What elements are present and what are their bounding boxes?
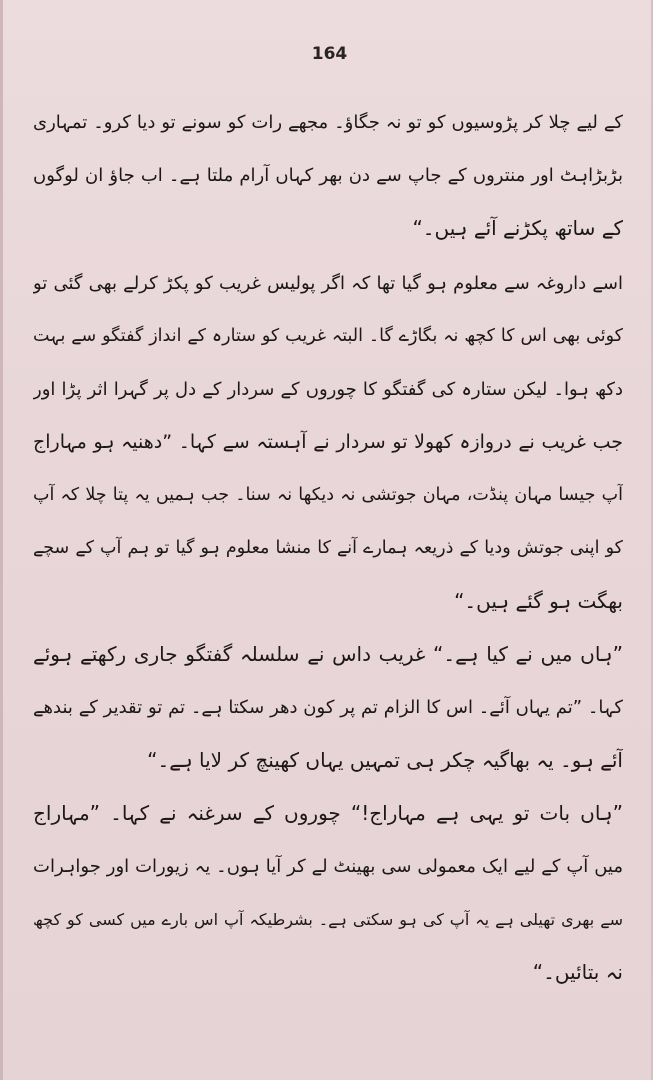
text-line: آپ جیسا مہان پنڈت، مہان جوتشی نہ دیکھا نہ سنا۔ جب ہمیں یہ پتا چلا کہ آپ (33, 485, 623, 505)
page-number: 164 (311, 44, 348, 64)
text-line: ”ہاں میں نے کیا ہے۔“ غریب داس نے سلسلہ گفتگو جاری رکھتے ہوئے (33, 642, 623, 666)
text-line: میں آپ کے لیے ایک معمولی سی بھینٹ لے کر آیا ہوں۔ یہ زیورات اور جواہرات (33, 856, 623, 877)
text-line: سے بھری تھیلی ہے یہ آپ کی ہو سکتی ہے۔ بشرطیکہ آپ اس بارے میں کسی کو کچھ (33, 910, 623, 929)
text-line: ”ہاں بات تو یہی ہے مہاراج!“ چوروں کے سرغنہ نے کہا۔ ”مہاراج (33, 801, 623, 825)
text-line: اسے داروغہ سے معلوم ہو گیا تھا کہ اگر پولیس غریب کو پکڑ کرلے بھی گئی تو (33, 273, 623, 294)
text-line: بھگت ہو گئے ہیں۔“ (454, 589, 623, 613)
text-line: کو اپنی جوتش ودیا کے ذریعہ ہمارے آنے کا منشا معلوم ہو گیا تو ہم آپ کے سچے (33, 538, 623, 558)
text-line: کہا۔ ”تم یہاں آئے۔ اس کا الزام تم پر کون دھر سکتا ہے۔ تم تو تقدیر کے بندھے (33, 697, 623, 718)
text-line: کوئی بھی اس کا کچھ نہ بگاڑے گا۔ البتہ غریب کو ستارہ کے انداز گفتگو سے بہت (33, 326, 623, 346)
text-line: جب غریب نے دروازہ کھولا تو سردار نے آہستہ سے کہا۔ ”دھنیہ ہو مہاراج (33, 431, 623, 453)
page-body-text (33, 96, 623, 999)
text-line: کے ساتھ پکڑنے آئے ہیں۔“ (412, 216, 623, 240)
text-line: دکھ ہوا۔ لیکن ستارہ کی گفتگو کا چوروں کے سردار کے دل پر گہرا اثر پڑا اور (33, 379, 623, 400)
text-line: نہ بتائیں۔“ (532, 960, 623, 984)
text-line: آئے ہو۔ یہ بھاگیہ چکر ہی تمہیں یہاں کھینچ کر لایا ہے۔“ (147, 748, 623, 772)
text-line: بڑبڑاہٹ اور منتروں کے جاپ سے دن بھر کہاں آرام ملتا ہے۔ اب جاؤ ان لوگوں (33, 165, 623, 186)
text-line: کے لیے چلا کر پڑوسیوں کو تو نہ جگاؤ۔ مجھے رات کو سونے تو دیا کرو۔ تمہاری (33, 112, 623, 133)
